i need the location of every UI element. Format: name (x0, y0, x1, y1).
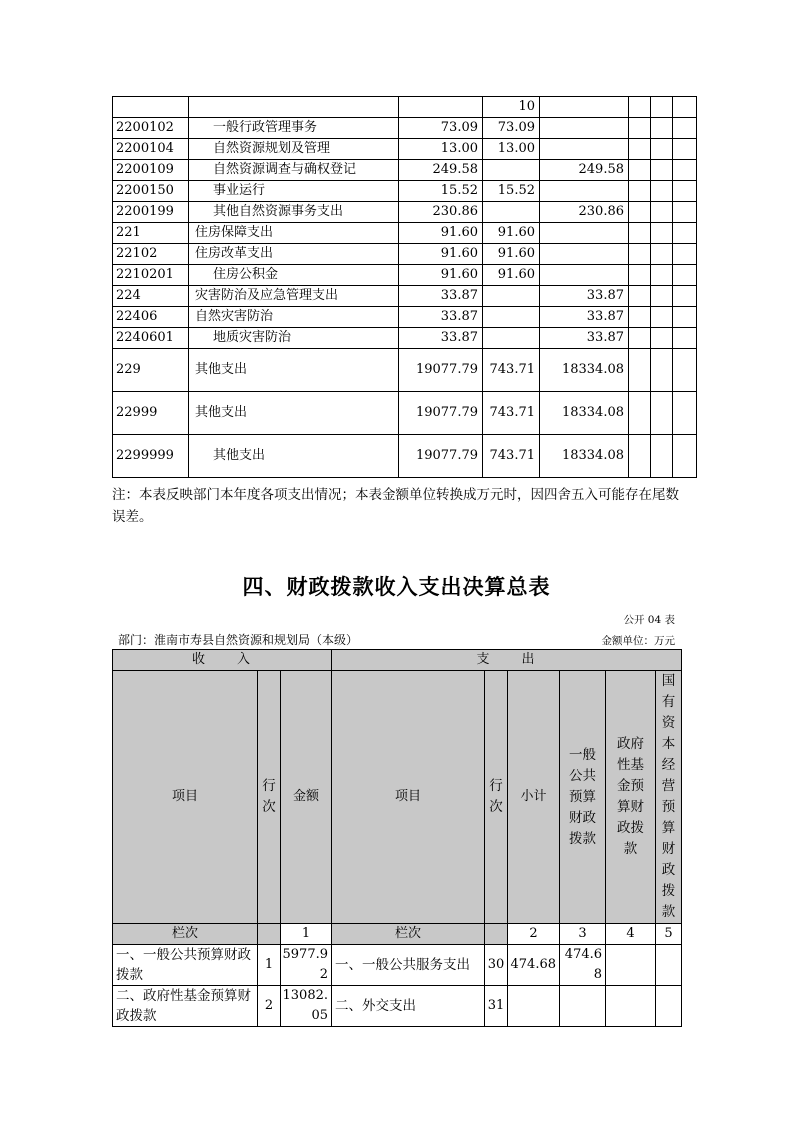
basic-amount: 91.60 (483, 244, 540, 265)
empty-cell (651, 328, 673, 349)
subject-name: 自然资源规划及管理 (189, 139, 399, 160)
basic-amount (483, 328, 540, 349)
table-row (113, 435, 697, 478)
subject-code: 2200199 (113, 202, 189, 223)
subject-code: 2299999 (113, 435, 189, 478)
expense-item: 一、一般公共服务支出 (332, 945, 485, 986)
project-amount (540, 265, 629, 286)
empty-cell (651, 139, 673, 160)
subject-code: 2200150 (113, 181, 189, 202)
subject-code: 221 (113, 223, 189, 244)
project-amount (540, 244, 629, 265)
subject-name: 其他支出 (189, 435, 399, 478)
col-item-income: 项目 (113, 671, 258, 924)
table-row (113, 349, 697, 392)
expense-subtotal (508, 986, 560, 1027)
subject-name: 住房改革支出 (189, 244, 399, 265)
empty-cell (629, 349, 651, 392)
income-item: 一、一般公共预算财政拨款 (113, 945, 258, 986)
total-amount: 249.58 (399, 160, 483, 181)
subject-code: 2240601 (113, 328, 189, 349)
subject-code: 22406 (113, 307, 189, 328)
empty-cell (651, 244, 673, 265)
total-amount: 15.52 (399, 181, 483, 202)
subject-code: 2200104 (113, 139, 189, 160)
project-amount: 18334.08 (540, 349, 629, 392)
empty-cell (651, 307, 673, 328)
table-row (113, 118, 697, 139)
empty-cell (651, 286, 673, 307)
subject-name: 地质灾害防治 (189, 328, 399, 349)
empty-cell (673, 349, 697, 392)
expense-fund (606, 945, 656, 986)
subject-name: 灾害防治及应急管理支出 (189, 286, 399, 307)
basic-amount (483, 202, 540, 223)
subject-name: 住房公积金 (189, 265, 399, 286)
expense-general (560, 986, 606, 1027)
empty-cell (673, 223, 697, 244)
basic-amount: 10 (483, 97, 540, 118)
basic-amount (483, 160, 540, 181)
total-amount: 91.60 (399, 265, 483, 286)
empty-cell (629, 435, 651, 478)
empty-cell (673, 118, 697, 139)
table-row (113, 392, 697, 435)
project-amount: 33.87 (540, 286, 629, 307)
total-amount: 91.60 (399, 223, 483, 244)
subject-code: 224 (113, 286, 189, 307)
expense-state (656, 986, 682, 1027)
expense-header: 支 出 (332, 650, 682, 671)
empty-cell (651, 97, 673, 118)
total-amount: 19077.79 (399, 392, 483, 435)
subject-name: 其他支出 (189, 392, 399, 435)
total-amount (399, 97, 483, 118)
empty-cell (629, 97, 651, 118)
basic-amount (483, 307, 540, 328)
subject-name: 住房保障支出 (189, 223, 399, 244)
empty-cell (673, 286, 697, 307)
table-row (113, 286, 697, 307)
empty-cell (651, 202, 673, 223)
total-amount: 19077.79 (399, 349, 483, 392)
colno-1: 1 (281, 924, 332, 945)
colno-label-expense: 栏次 (332, 924, 485, 945)
total-amount: 13.00 (399, 139, 483, 160)
total-amount: 33.87 (399, 286, 483, 307)
subject-name: 一般行政管理事务 (189, 118, 399, 139)
expense-state (656, 945, 682, 986)
expense-item: 二、外交支出 (332, 986, 485, 1027)
subject-name: 自然资源调查与确权登记 (189, 160, 399, 181)
expenditure-table (112, 96, 697, 478)
basic-amount: 13.00 (483, 139, 540, 160)
empty-cell (629, 118, 651, 139)
total-amount: 19077.79 (399, 435, 483, 478)
expense-fund (606, 986, 656, 1027)
empty-cell (651, 223, 673, 244)
basic-amount: 743.71 (483, 435, 540, 478)
subject-name: 事业运行 (189, 181, 399, 202)
col-row-expense: 行次 (485, 671, 508, 924)
project-amount (540, 139, 629, 160)
colno-3: 3 (560, 924, 606, 945)
expense-row-no: 30 (485, 945, 508, 986)
table-row (113, 139, 697, 160)
table-row (113, 986, 682, 1027)
basic-amount: 91.60 (483, 265, 540, 286)
income-row-no: 2 (258, 986, 281, 1027)
colno-label-income: 栏次 (113, 924, 258, 945)
empty-cell (673, 307, 697, 328)
empty-cell (651, 265, 673, 286)
empty-cell (651, 392, 673, 435)
income-amount: 13082.05 (281, 986, 332, 1027)
subject-code: 229 (113, 349, 189, 392)
total-amount: 230.86 (399, 202, 483, 223)
empty-cell (673, 202, 697, 223)
basic-amount (483, 286, 540, 307)
project-amount: 249.58 (540, 160, 629, 181)
income-amount: 5977.92 (281, 945, 332, 986)
col-row-income: 行次 (258, 671, 281, 924)
col-fund-budget: 政府性基金预算财政拨款 (606, 671, 656, 924)
basic-amount: 91.60 (483, 223, 540, 244)
empty-cell (673, 181, 697, 202)
table-row (113, 244, 697, 265)
table-row (113, 202, 697, 223)
empty-cell (629, 265, 651, 286)
table-row (113, 265, 697, 286)
expense-general: 474.68 (560, 945, 606, 986)
colno-empty-2 (485, 924, 508, 945)
col-general-budget: 一般公共预算财政拨款 (560, 671, 606, 924)
empty-cell (629, 202, 651, 223)
empty-cell (629, 328, 651, 349)
subject-code: 2200109 (113, 160, 189, 181)
income-row-no: 1 (258, 945, 281, 986)
total-amount: 33.87 (399, 328, 483, 349)
empty-cell (629, 139, 651, 160)
col-amount: 金额 (281, 671, 332, 924)
col-item-expense: 项目 (332, 671, 485, 924)
table-row (113, 307, 697, 328)
subject-name: 其他自然资源事务支出 (189, 202, 399, 223)
empty-cell (629, 181, 651, 202)
empty-cell (673, 328, 697, 349)
basic-amount: 15.52 (483, 181, 540, 202)
col-state-capital: 国有资本经营预算财政拨款 (656, 671, 682, 924)
basic-amount: 743.71 (483, 392, 540, 435)
table-row (113, 945, 682, 986)
project-amount: 18334.08 (540, 435, 629, 478)
subject-name (189, 97, 399, 118)
project-amount (540, 223, 629, 244)
empty-cell (651, 181, 673, 202)
colno-5: 5 (656, 924, 682, 945)
project-amount: 33.87 (540, 307, 629, 328)
empty-cell (651, 435, 673, 478)
total-amount: 33.87 (399, 307, 483, 328)
basic-amount: 73.09 (483, 118, 540, 139)
empty-cell (629, 392, 651, 435)
project-amount (540, 118, 629, 139)
section-title: 四、财政拨款收入支出决算总表 (242, 575, 551, 599)
empty-cell (673, 265, 697, 286)
subject-code: 22102 (113, 244, 189, 265)
empty-cell (651, 349, 673, 392)
empty-cell (629, 244, 651, 265)
table-row (113, 97, 697, 118)
project-amount: 33.87 (540, 328, 629, 349)
table-note: 注：本表反映部门本年度各项支出情况；本表金额单位转换成万元时，因四舍五入可能存在尾数误差。 (112, 487, 679, 525)
form-code: 公开 04 表 (623, 614, 675, 626)
income-header: 收 入 (113, 650, 332, 671)
department-label: 部门：淮南市寿县自然资源和规划局（本级） (118, 633, 359, 647)
subject-code (113, 97, 189, 118)
expense-row-no: 31 (485, 986, 508, 1027)
empty-cell (629, 307, 651, 328)
project-amount (540, 181, 629, 202)
empty-cell (673, 244, 697, 265)
total-amount: 91.60 (399, 244, 483, 265)
unit-label: 金额单位：万元 (601, 635, 675, 647)
col-subtotal: 小计 (508, 671, 560, 924)
colno-2: 2 (508, 924, 560, 945)
basic-amount: 743.71 (483, 349, 540, 392)
empty-cell (673, 97, 697, 118)
empty-cell (673, 435, 697, 478)
subject-code: 2200102 (113, 118, 189, 139)
project-amount (540, 97, 629, 118)
empty-cell (673, 139, 697, 160)
colno-empty-1 (258, 924, 281, 945)
empty-cell (629, 160, 651, 181)
project-amount: 230.86 (540, 202, 629, 223)
empty-cell (673, 392, 697, 435)
fiscal-appropriation-summary-table (112, 649, 682, 1027)
subject-code: 2210201 (113, 265, 189, 286)
empty-cell (651, 160, 673, 181)
colno-4: 4 (606, 924, 656, 945)
empty-cell (651, 118, 673, 139)
project-amount: 18334.08 (540, 392, 629, 435)
expense-subtotal: 474.68 (508, 945, 560, 986)
table-row (113, 160, 697, 181)
empty-cell (673, 160, 697, 181)
total-amount: 73.09 (399, 118, 483, 139)
table-row (113, 223, 697, 244)
subject-name: 其他支出 (189, 349, 399, 392)
table-row (113, 328, 697, 349)
income-item: 二、政府性基金预算财政拨款 (113, 986, 258, 1027)
empty-cell (629, 223, 651, 244)
empty-cell (629, 286, 651, 307)
subject-code: 22999 (113, 392, 189, 435)
table-row (113, 181, 697, 202)
subject-name: 自然灾害防治 (189, 307, 399, 328)
